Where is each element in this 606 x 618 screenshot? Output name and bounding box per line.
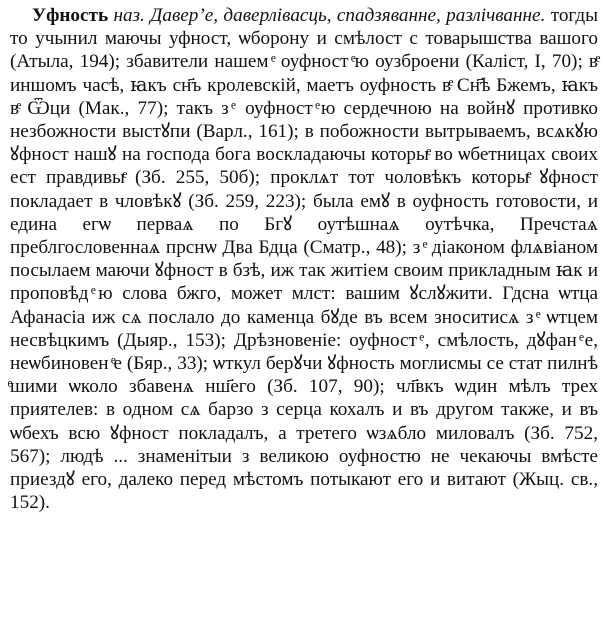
entry-headword: Уфность (32, 5, 109, 26)
dictionary-entry (10, 4, 598, 514)
entry-gloss: наз. Давер’е, даверлівасць, спадзяванне, разлічванне. (113, 5, 546, 26)
entry-citations: тогды то учынил маючы уфност, ѡборону и смѣлост с товарышства вашого (Атыла, 194); збавители нашем ͤ оуфност ͤю оузброени (Каліст, І, 70); вͤ иншомъ часѣ, ꙗкъ сн҃ъ кролевскій, маетъ оуфность вͤ Сн҃ѣ Бжемъ, ꙗкъ вͤ Ѿци (Мак., 77); такъ з ͤ оуфност ͤю сердечною на войнꙋ противко незбожности выстꙋпи (Варл., 161); в побожности вытрываемъ, всѧкꙋю ꙋфност нашꙋ на господа бога воскладаючы которыͤ во ѡбетницах своих ест правдивыͤ (Зб. 255, 50б); проклѧт тот чоловѣкъ которыͤ ꙋфност покладает в чловѣкꙋ (Зб. 259, 223); была емꙋ в оуфность готовости, и едина егѡ перваѧ по Бгꙋ оутѣшнаѧ оутѣчка, Пречстаѧ преблгословеннаѧ прснѡ Два Бдца (Сматр., 48); з ͤ діаконом флѧвіаном посылаем маючи ꙋфност в бзѣ, иж так житіем своим прикладным ꙗк и проповѣд ͤю слова бжго, может млст: вашим ꙋслꙋжити. Гдсна ѡтца Афанасіа иж сѧ послало до каменца бꙋде въ всем зноситисѧ з ͤ ѡтцем несвѣцкимъ (Дыяр., 153); Дрѣзновеніе: оуфност ͤ, смѣлость, дꙋфан ͤе, неѡбиновен ͤе (Бяр., 33); ѡткул берꙋчи ꙋфность моглисмы се стат пилнѣ ͤшими ѡколо збавенѧ нш҃его (Зб. 107, 90); чл҃вкъ ѡдин мѣлъ трех приятелев: в одном сѧ барзо з серца кохалъ и въ другом также, и въ ѡбехъ всю ꙋфност покладалъ, а третего ѡзѧбло миловалъ (Зб. 752, 567); людѣ ... знаменітыи з великою оуфностю не чекаючы вмѣсте приездꙋ его, далеко перед мѣстомъ потыкают его и витают (Жыц. св., 152). (10, 5, 598, 514)
